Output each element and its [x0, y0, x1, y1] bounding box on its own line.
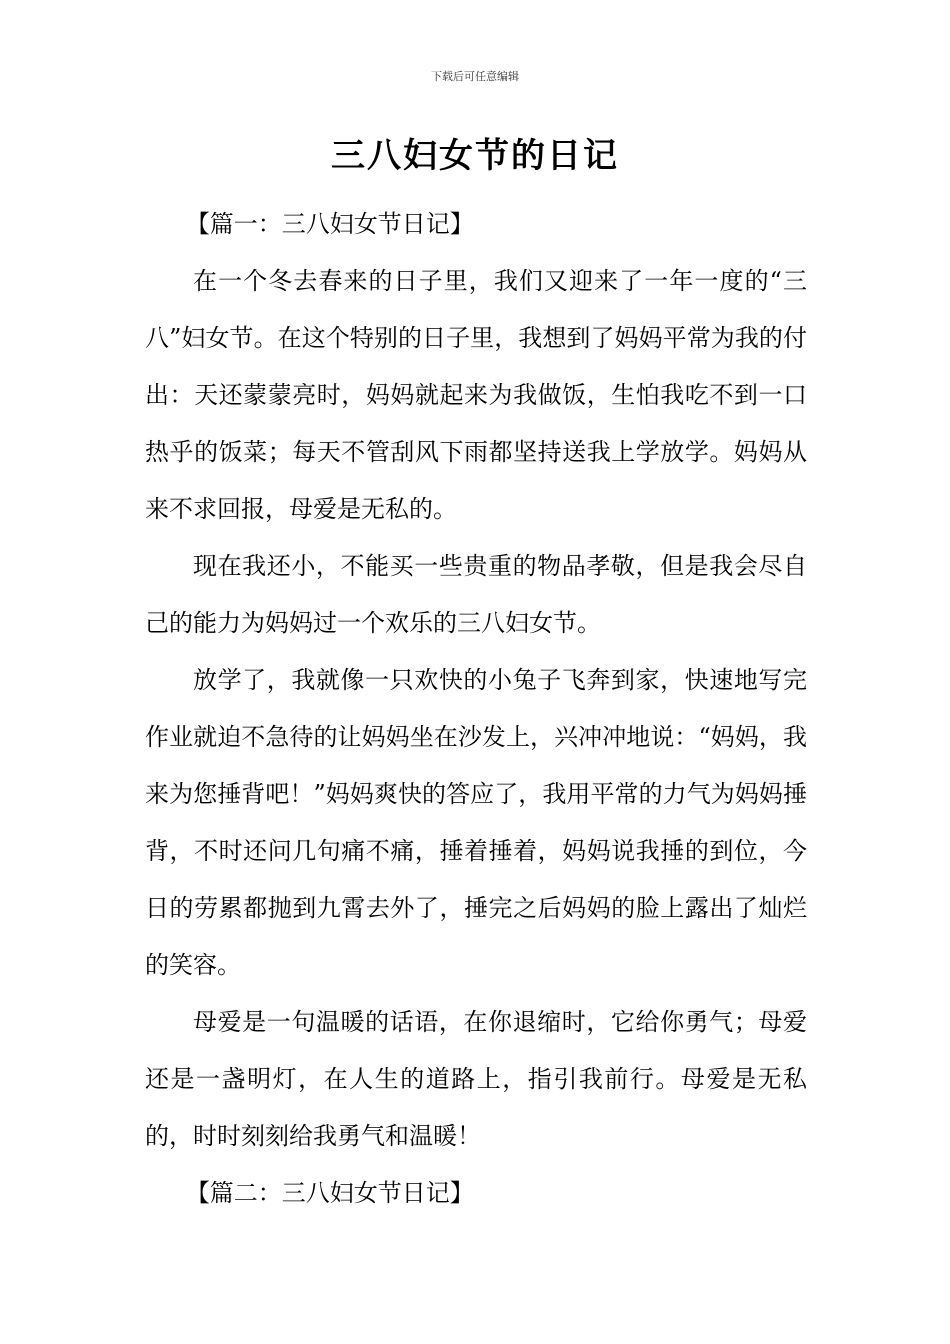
section-heading-2: 【篇二：三八妇女节日记】: [185, 1179, 474, 1207]
paragraph-4: 母爱是一句温暖的话语，在你退缩时，它给你勇气；母爱还是一盏明灯，在人生的道路上，指引我前行。母爱是无私的，时时刻刻给我勇气和温暖！: [145, 1008, 807, 1150]
page-header: 下载后可任意编辑: [431, 70, 519, 83]
document-title: 三八妇女节的日记: [331, 136, 619, 176]
paragraph-3: 放学了，我就像一只欢快的小兔子飞奔到家，快速地写完作业就迫不急待的让妈妈坐在沙发上，兴冲冲地说：“妈妈，我来为您捶背吧！”妈妈爽快的答应了，我用平常的力气为妈妈捶背，不时还问几句痛不痛，捶着捶着，妈妈说我捶的到位，今日的劳累都抛到九霄去外了，捶完之后妈妈的脸上露出了灿烂的笑容。: [145, 666, 807, 979]
section-heading-1: 【篇一：三八妇女节日记】: [185, 210, 474, 238]
paragraph-1: 在一个冬去春来的日子里，我们又迎来了一年一度的“三八”妇女节。在这个特别的日子里，我想到了妈妈平常为我的付出：天还蒙蒙亮时，妈妈就起来为我做饭，生怕我吃不到一口热乎的饭菜；每天不管刮风下雨都坚持送我上学放学。妈妈从来不求回报，母爱是无私的。: [145, 267, 807, 523]
paragraph-2: 现在我还小，不能买一些贵重的物品孝敬，但是我会尽自己的能力为妈妈过一个欢乐的三八妇女节。: [145, 552, 807, 637]
document-body: [145, 196, 807, 1222]
